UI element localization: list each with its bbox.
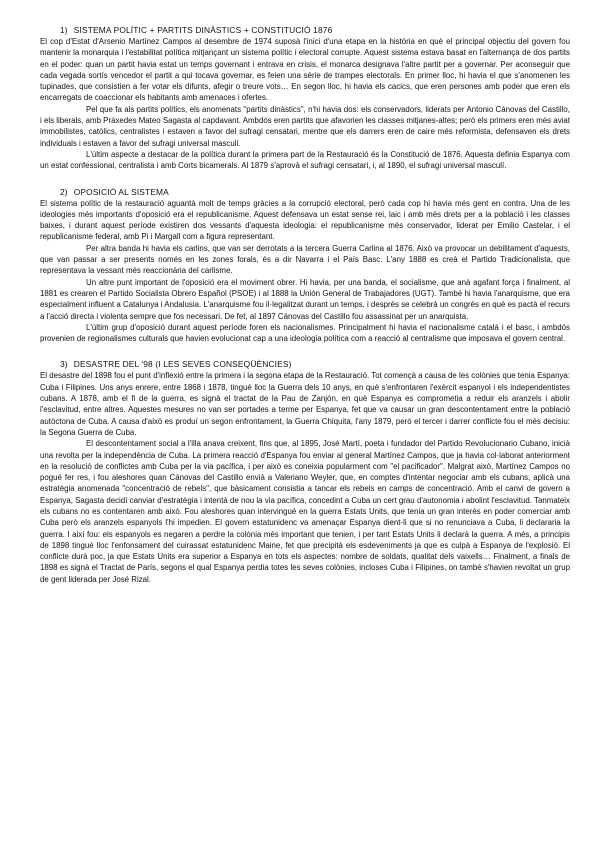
paragraph: El sistema polític de la restauració aguantà molt de temps gràcies a la corrupció electoral, però cada cop hi havia més gent en contra. Una de les ideologies més importants d'oposició era el republicanisme. Aquest defensava un estat sense rei, laic i amb més drets per a la població i les classes baixes, i durant aquest període existiren dos vessants d'aquesta ideologia: el republicanisme més conservador, liderat per Emilio Castelar, i el republicanisme federal, amb Pi i Margall com a figura representant. [40, 198, 570, 242]
paragraph: Per altra banda hi havia els carlins, que van ser derrotats a la tercera Guerra Carlina al 1876. Això va provocar un debilitament d'aquests, que van passar a ser presents només en les zones forals, és a dir Navarra i el País Basc. L'any 1888 es creà el Partido Tradicionalista, que representava la vessant més reaccionària del carlisme. [40, 243, 570, 276]
section-1 [40, 24, 570, 172]
section-heading [40, 358, 570, 370]
paragraph: L'últim aspecte a destacar de la política durant la primera part de la Restauració és la Constitució de 1876. Aquesta definia Espanya com un estat confessional, centralista i amb Corts bicamerals. Al 1879 s'aprovà el sufragi censatari, i, al 1890, el sufragi universal masculí. [40, 149, 570, 171]
paragraph: Pel que fa als partits polítics, els anomenats "partits dinàstics", n'hi havia dos: els conservadors, liderats per Antonio Cánovas del Castillo, i els liberals, amb Práxedes Mateo Sagasta al capdavant. Ambdós eren partits que afavorien les classes mitjanes-altes; però els primers eren més aviat immobilistes, catòlics, centralistes i estaven a favor del sufragi censatari, mentre que els darrers eren de caire més reformista, defensaven els drets individuals i estaven a favor del sufragi universal masculí. [40, 104, 570, 148]
section-number: 2) [60, 186, 68, 197]
section-number: 1) [60, 25, 68, 35]
section-title: OPOSICIÓ AL SISTEMA [73, 186, 169, 197]
section-3 [40, 358, 570, 585]
section-title: SISTEMA POLÍTIC + PARTITS DINÀSTICS + CONSTITUCIÓ 1876 [73, 25, 333, 35]
section-2 [40, 186, 570, 345]
document-page [40, 20, 570, 585]
paragraph: L'últim grup d'oposició durant aquest període foren els nacionalismes. Principalment hi havia el nacionalisme català i el basc, i ambdós provenien de regionalismes culturals que havien evolucionat cap a una ideologia política com a reacció al centralisme que imposava el govern central. [40, 322, 570, 344]
paragraph: Un altre punt important de l'oposició era el moviment obrer. Hi havia, per una banda, el socialisme, que anà agafant força i finalment, al 1881 es crearen el Partido Socialista Obrero Español (PSOE) i al 1888 la Unión General de Trabajadores (UGT). També hi havia l'anarquisme, que era especialment influent a Catalunya i Andalusia. L'anarquisme fou il·legalitzat durant un temps, i després se celebrà un congrés en què es pactà el recurs a l'acció directa i violenta sempre que fos necessari. De fet, al 1897 Cánovas del Castillo fou assassinat per un anarquista. [40, 277, 570, 321]
section-title: DESASTRE DEL '98 (I LES SEVES CONSEQÜÈNCIES) [73, 359, 292, 370]
paragraph: El desastre del 1898 fou el punt d'inflexió entre la primera i la segona etapa de la Restauració. Tot començà a causa de les colònies que tenia Espanya: Cuba i Filipines. Uns anys enrere, entre 1868 i 1878, tingué lloc la Guerra dels 10 anys, en què s'enfrontaren l'exèrcit espanyol i els independentistes cubans. A 1878, amb el fi de la guerra, es signà el tractat de la Pau de Zanjón, en què Espanya es comprometia a reduir els aranzels i abolir l'esclavitud, entre altres. Aquestes mesures no van ser portades a terme per Espanya, fet que va causar un gran descontentament entre la població autòctona de Cuba. A causa d'això es produí un segon enfrontament, la Guerra Chiquita, l'any 1879, però el tercer i darrer conflicte fou el més decisiu: la Segona Guerra de Cuba. [40, 371, 570, 437]
section-heading [40, 186, 570, 198]
paragraph: El cop d'Estat d'Arsenio Martínez Campos al desembre de 1974 suposà l'inici d'una etapa en la història en què el principal objectiu del govern fou mantenir la monarquia i l'estabilitat política mitjançant un sistema polític i electoral corrupte. Aquest sistema estava basat en l'alternança de dos partits en el poder: quan un partit havia estat un temps governant i entrava en crisis, el monarca designava l'altre partit per a governar. Per aconseguir que cada vegada sortís vencedor el partit a qui tocava governar, es feien una sèrie de trampes electorals. En primer lloc, hi havia el que s'anomenen les tupinades, que consistien a fer votar els difunts, afegir o treure vots… En segon lloc, hi havia els cacics, que eren persones amb poder que eren els encarregats de coaccionar els habitants amb amenaces i ofertes. [40, 37, 570, 103]
section-number: 3) [60, 359, 68, 370]
section-heading [40, 24, 570, 36]
paragraph: El descontentament social a l'illa anava creixent, fins que, al 1895, José Martí, poeta i fundador del Partido Revolucionario Cubano, inicià una revolta per la independència de Cuba. La primera reacció d'Espanya fou enviar al general Martínez Campos, que ja havia col·laborat anteriorment en la resolució de conflictes amb Cuba per la via pacífica, i per això es coneixia popularment com "el pacificador". Malgrat això, Martínez Campos no pogué fer res, i fou aleshores quan Cánovas del Castillo envià a Valeriano Weyler, que, en comptes d'intentar negociar amb els cubans, aplicà una estratègia anomenada "concentració de rebels", que bàsicament consistia a tancar els rebels en camps de concentració. Amb el canvi de govern a Espanya, Sagasta decidí canviar d'estratègia i intentà de nou la via pacífica, concedint a Cuba un cert grau d'autonomia i abolint l'esclavitud. Tanmateix els cubans no es contentaren amb això. Fou aleshores quan intervingué en la guerra Estats Units, que tenia un gran interès en poder comerciar amb Cuba però els aranzels espanyols l'hi impedien. El govern estatunidenc va amenaçar Espanya dient-li que si no renunciava a Cuba, li declararia la guerra. I així fou: els espanyols es negaren a perdre la colònia més important que tenien, i per tant Estats Units li declarà la guerra. A més, a principis de 1898 tingué lloc l'enfonsament del cuirassat estatunidenc Maine, fet que precipità els esdeveniments ja que es culpà a Espanya de l'explosió. El conflicte durà poc, ja que Estats Units era superior a Espanya en tots els aspectes: nombre de soldats, qualitat dels vaixells… Finalment, a finals de 1898 es signà el Tractat de París, segons el qual Espanya perdia totes les seves colònies, incloses Cuba i Filipines, on també s'havien revoltat un grup de gent liderada per José Rizal. [40, 439, 570, 584]
